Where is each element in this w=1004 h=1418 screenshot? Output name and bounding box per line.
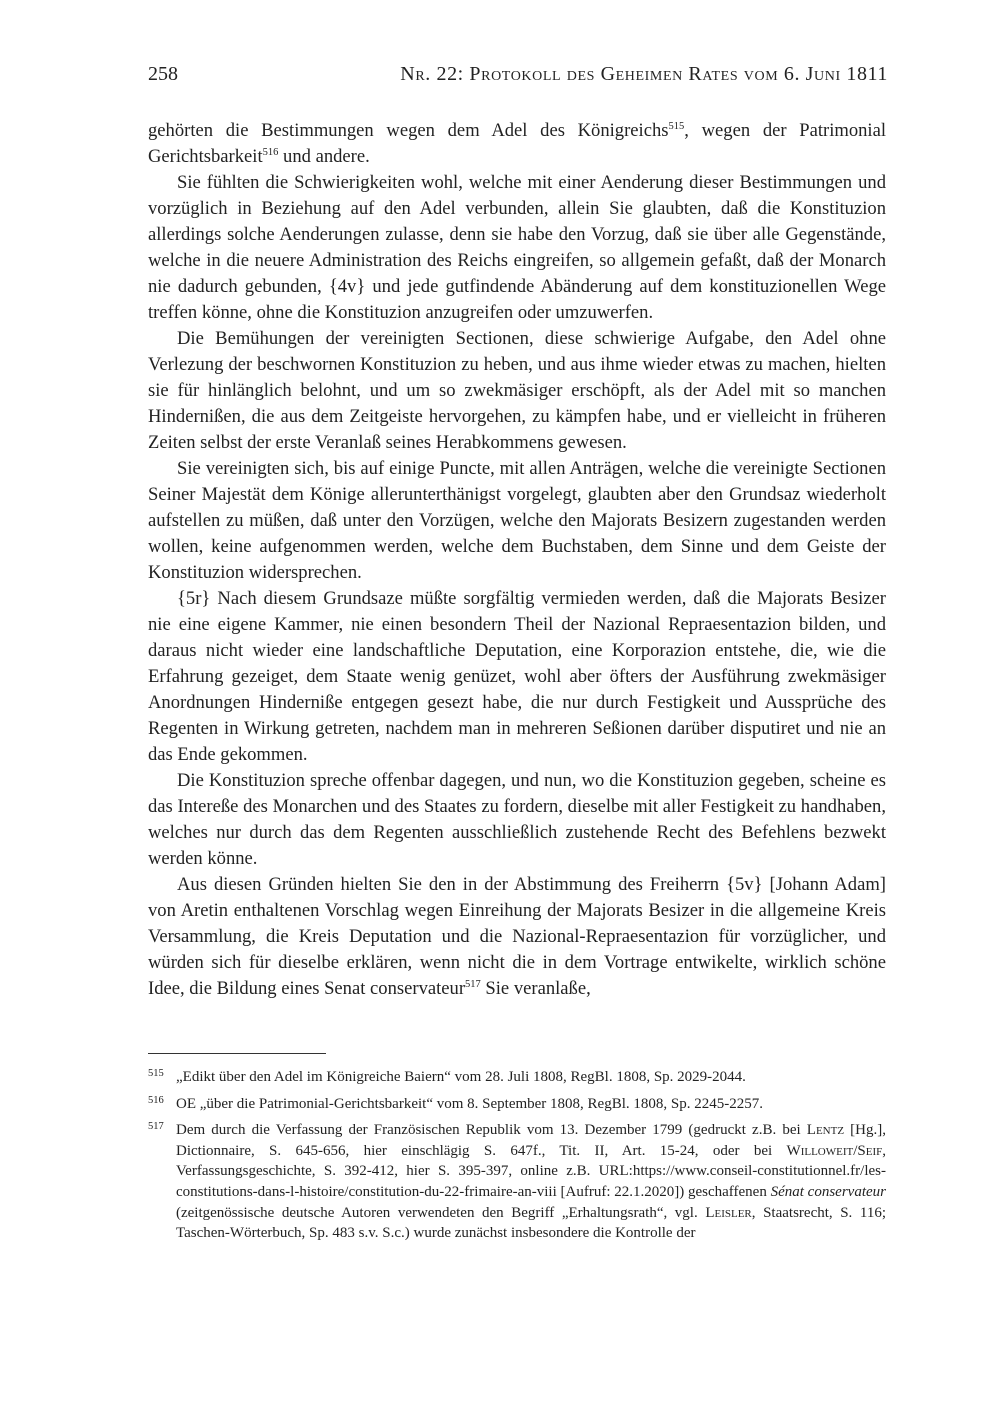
paragraph-1-text-a: gehörten die Bestimmungen wegen dem Adel des Königreichs bbox=[148, 120, 669, 141]
paragraph-1-text-b: , wegen der Patrimonial Gerichtsbarkeit bbox=[148, 120, 887, 167]
paragraph-4: Sie vereinigten sich, bis auf einige Puncte, mit allen Anträgen, welche die vereinigte Sectionen Seiner Majestät dem Könige allerunterthänigst vorgelegt, glaubten aber den Grundsaz wiederholt aufstellen zu müßen, daß unter den Vorzügen, welche den Majorats Besizern zugestanden werden wollen, keine aufgenommen werden, welche dem Buchstaben, dem Sinne und dem Geiste der Konstituzion widersprechen. bbox=[148, 458, 886, 583]
paragraph-7 bbox=[148, 872, 886, 1002]
italic-term: Sénat conservateur bbox=[770, 1183, 886, 1200]
footnote-number: 517 bbox=[148, 1121, 164, 1133]
footnote-text-part: , Verfassungsgeschichte, S. 392-412, hier S. 395-397, online z.B. URL:https://www.conseil-constitutionnel.fr/les-constitutions-dans-l-histoire/constitution-du-22-frimaire-an-viii [Aufruf: 22.1.2020]) geschaffenen bbox=[176, 1142, 886, 1200]
footnote-text-part: , Staatsrecht, S. 116; Taschen-Wörterbuch, Sp. 483 s.v. S.c.) wurde zunächst insbesondere die Kontrolle der bbox=[176, 1204, 886, 1242]
footnote-text-part: Dem durch die Verfassung der Französischen Republik vom 13. Dezember 1799 (gedruckt z.B. bei bbox=[176, 1122, 807, 1139]
paragraph-1-text-c: und andere. bbox=[278, 146, 370, 167]
main-text bbox=[148, 118, 886, 1002]
footnote-515 bbox=[148, 1067, 886, 1088]
footnote-516 bbox=[148, 1094, 886, 1115]
paragraph-1 bbox=[148, 118, 886, 170]
author-name: Lentz bbox=[806, 1122, 845, 1139]
page-number: 258 bbox=[148, 63, 178, 85]
footnote-text-part: (zeitgenössische deutsche Autoren verwendeten den Begriff „Erhaltungsrath“, vgl. bbox=[176, 1204, 706, 1221]
footnote-text: OE „über die Patrimonial-Gerichtsbarkeit“ vom 8. September 1808, RegBl. 1808, Sp. 2245-2257. bbox=[176, 1095, 763, 1112]
paragraph-5: {5r} Nach diesem Grundsaze müßte sorgfältig vermieden werden, daß die Majorats Besizer nie eine eigene Kammer, nie einen besondern Theil der Nazional Repraesentazion bilden, und daraus nicht wieder eine landschaftliche Deputation, eine Korporazion entstehe, die, wie die Erfahrung gezeiget, dem Staate wenig genüzet, wohl aber öfters der Ausführung zwekmäsiger Anordnungen Hinderniße entgegen gesezt habe, die nur durch Festigkeit und Aussprüche des Regenten in Wirkung getreten, nachdem man in mehreren Seßionen darüber disputiret und nie an das Ende gekommen. bbox=[148, 588, 886, 765]
footnote-text: „Edikt über den Adel im Königreiche Baiern“ vom 28. Juli 1808, RegBl. 1808, Sp. 2029-2044. bbox=[176, 1069, 746, 1085]
footnote-separator bbox=[148, 1053, 326, 1054]
paragraph-6: Die Konstituzion spreche offenbar dagegen, und nun, wo die Konstituzion gegeben, scheine es das Intereße des Monarchen und des Staates zu fordern, dieselbe mit aller Festigkeit zu handhaben, welches nur durch das dem Regenten ausschließlich zustehende Recht des Befehlens bezwekt werden könne. bbox=[148, 770, 886, 869]
footnote-ref-517[interactable]: 517 bbox=[465, 979, 481, 990]
footnote-text-part: [Hg.], Dictionnaire, S. 645-656, hier einschlägig S. 647f., Tit. II, Art. 15-24, oder bei bbox=[176, 1122, 886, 1159]
footnote-number: 516 bbox=[148, 1094, 164, 1106]
paragraph-7-text-a: Aus diesen Gründen hielten Sie den in der Abstimmung des Freiherrn {5v} [Johann Adam] von Aretin enthaltenen Vorschlag wegen Einreihung der Majorats Besizer in die allgemeine Kreis Versammlung, die Kreis Deputation und die Nazional-Repraesentazion für vorzüglicher, und würden sich für dieselbe erklären, wenn nicht die in dem Vortrage entwikelte, wirklich schöne Idee, die Bildung eines Senat conservateur bbox=[148, 874, 886, 999]
paragraph-3: Die Bemühungen der vereinigten Sectionen, diese schwierige Aufgabe, den Adel ohne Verlezung der beschwornen Konstituzion zu heben, und aus ihme wieder etwas zu machen, hielten sie für hinlänglich belohnt, und um so zwekmäsiger erschöpft, als der Adel mit so manchen Hindernißen, die aus dem Zeitgeiste hervorgehen, zu kämpfen habe, und er vielleicht in früheren Zeiten selbst der erste Veranlaß seines Herabkommens gewesen. bbox=[148, 328, 886, 453]
author-name: Willoweit/Seif bbox=[786, 1142, 883, 1159]
author-name: Leisler bbox=[705, 1204, 752, 1221]
footnote-517 bbox=[148, 1120, 886, 1244]
page-header bbox=[148, 63, 888, 93]
footnote-ref-516[interactable]: 516 bbox=[262, 147, 279, 158]
footnotes bbox=[148, 1067, 886, 1250]
paragraph-2: Sie fühlten die Schwierigkeiten wohl, welche mit einer Aenderung dieser Bestimmungen und vorzüglich in Beziehung auf den Adel verbunden, allein Sie glaubten, daß die Konstituzion allerdings solche Aenderungen zulasse, denn sie habe den Vorzug, daß sie über alle Gegenstände, welche in die neuere Administration des Reichs eingreifen, so allgemein gefaßt, daß der Monarch nie dadurch gebunden, {4v} und jede gutfindende Abänderung auf dem konstituzionellen Wege treffen könne, ohne die Konstituzion anzugreifen oder umzuwerfen. bbox=[148, 172, 886, 323]
running-title: Nr. 22: Protokoll des Geheimen Rates vom 6. Juni 1811 bbox=[400, 63, 888, 85]
footnote-number: 515 bbox=[148, 1068, 164, 1079]
paragraph-7-text-b: Sie veranlaße, bbox=[480, 978, 591, 999]
footnote-ref-515[interactable]: 515 bbox=[668, 121, 685, 132]
